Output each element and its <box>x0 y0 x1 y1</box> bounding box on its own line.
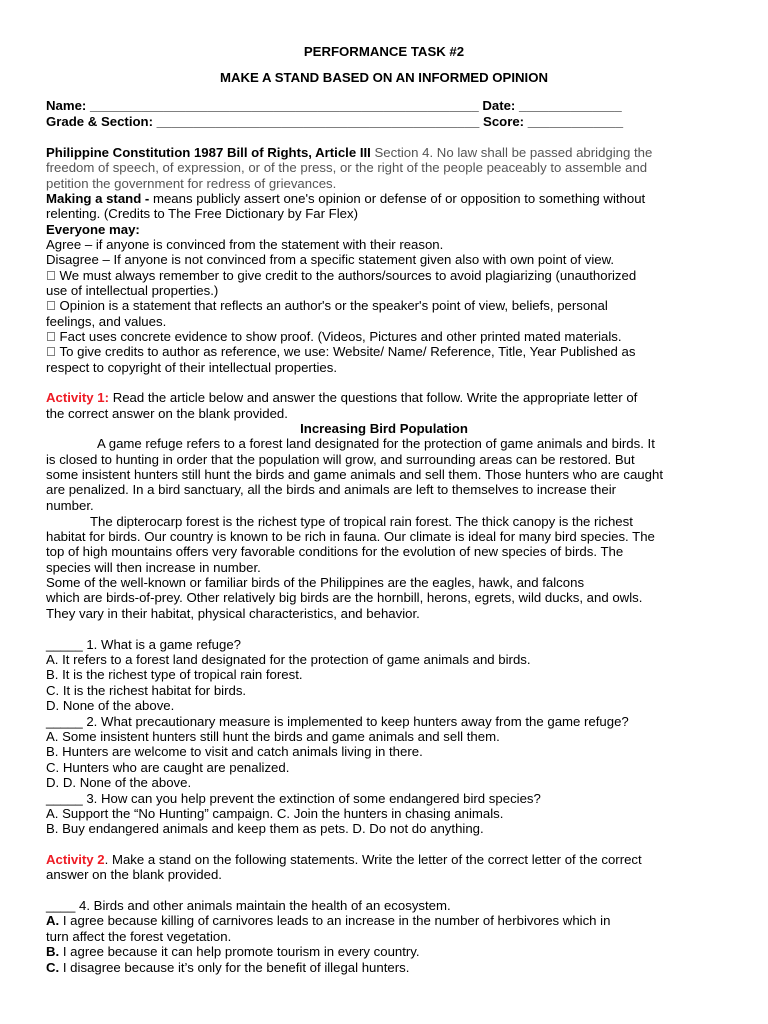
making-stand-line-2: relenting. (Credits to The Free Dictionary by Far Flex) <box>46 206 358 221</box>
article-p1-line-5: number. <box>46 498 94 513</box>
bullet-reference-line-1: To give credits to author as reference, we use: Website/ Name/ Reference, Title, Year Published as <box>46 344 622 359</box>
question-1-option-c: C. It is the richest habitat for birds. <box>46 683 247 698</box>
activity-1-instructions-2: the correct answer on the blank provided. <box>46 406 288 421</box>
disagree-definition: Disagree – If anyone is not convinced from a specific statement given also with own point of view. <box>46 252 615 267</box>
bullet-icon <box>46 329 56 344</box>
question-1: _____ 1. What is a game refuge? <box>46 637 242 652</box>
article-p2-line-4: species will then increase in number. <box>46 560 261 575</box>
question-4: ____ 4. Birds and other animals maintain the health of an ecosystem. <box>46 898 451 913</box>
bullet-reference-line-2: respect to copyright of their intellectual properties. <box>46 360 338 375</box>
bullet-fact-line: Fact uses concrete evidence to show proof. (Videos, Pictures and other printed mated materials. <box>46 329 608 344</box>
everyone-may-heading: Everyone may: <box>46 222 140 237</box>
question-3-options-a-c: A. Support the “No Hunting” campaign. C. Join the hunters in chasing animals. <box>46 806 504 821</box>
article-p2-line-3: top of high mountains offers very favorable conditions for the evolution of new species of birds. The <box>46 544 624 559</box>
constitution-heading: Philippine Constitution 1987 Bill of Rights, Article III <box>46 145 371 160</box>
article-p1-line-4: are penalized. In a bird sanctuary, all the birds and animals are left to themselves to increase their <box>46 482 617 497</box>
task-title: PERFORMANCE TASK #2 <box>303 44 465 59</box>
grade-score-line: Grade & Section: ____________________________________________ Score: _____________ <box>46 114 624 129</box>
question-1-option-b: B. It is the richest type of tropical rain forest. <box>46 667 303 682</box>
constitution-line-2: freedom of speech, of expression, or of the press, or the right of the people peaceably to assemble and <box>46 160 648 175</box>
question-3-options-b-d: B. Buy endangered animals and keep them as pets. D. Do not do anything. <box>46 821 484 836</box>
constitution-line-1 <box>46 145 652 160</box>
bullet-icon <box>46 298 56 313</box>
making-stand-definition: means publicly assert one's opinion or defense of or opposition to something without <box>149 191 646 206</box>
question-2: _____ 2. What precautionary measure is implemented to keep hunters away from the game refuge? <box>46 714 629 729</box>
constitution-line-3: petition the government for redress of grievances. <box>46 176 337 191</box>
activity-1-label: Activity 1: <box>46 390 110 405</box>
question-4-option-c: C. I disagree because it’s only for the benefit of illegal hunters. <box>46 960 410 975</box>
bullet-opinion-line-2: feelings, and values. <box>46 314 167 329</box>
article-p1-line-3: some insistent hunters still hunt the birds and game animals and sell them. Those hunters who are caught <box>46 467 663 482</box>
making-stand-term: Making a stand - <box>46 191 150 206</box>
article-p3-line-2: which are birds-of-prey. Other relatively big birds are the hornbill, herons, egrets, wild ducks, and owls. <box>46 590 643 605</box>
article-p1-line-1: A game refuge refers to a forest land designated for the protection of game animals and birds. It <box>97 436 655 451</box>
question-4-option-a: A. I agree because killing of carnivores leads to an increase in the number of herbivores which in <box>46 913 611 928</box>
activity-2-label: Activity 2 <box>46 852 105 867</box>
activity-2-instructions: Activity 2. Make a stand on the following statements. Write the letter of the correct letter of the correct <box>46 852 642 867</box>
question-2-option-b: B. Hunters are welcome to visit and catch animals living in there. <box>46 744 423 759</box>
question-2-option-c: C. Hunters who are caught are penalized. <box>46 760 290 775</box>
subtitle: MAKE A STAND BASED ON AN INFORMED OPINION <box>220 70 548 85</box>
making-stand-line-1 <box>46 191 645 206</box>
bullet-credit-line-2: use of intellectual properties.) <box>46 283 219 298</box>
name-date-line: Name: _____________________________________________________ Date: ______________ <box>46 98 622 113</box>
agree-definition: Agree – if anyone is convinced from the statement with their reason. <box>46 237 444 252</box>
question-4-option-b: B. I agree because it can help promote tourism in every country. <box>46 944 420 959</box>
article-p2-line-2: habitat for birds. Our country is known to be rich in fauna. Our climate is ideal for many bird species. The <box>46 529 655 544</box>
bullet-opinion-line-1: Opinion is a statement that reflects an author's or the speaker's point of view, beliefs, personal <box>46 298 595 313</box>
activity-2-instructions-2: answer on the blank provided. <box>46 867 222 882</box>
activity-1-instructions: Activity 1: Read the article below and answer the questions that follow. Write the appropriate letter of <box>46 390 638 405</box>
constitution-text: Section 4. No law shall be passed abridging the <box>370 145 653 160</box>
question-1-option-d: D. None of the above. <box>46 698 175 713</box>
article-p2-line-1: The dipterocarp forest is the richest type of tropical rain forest. The thick canopy is the richest <box>90 514 633 529</box>
article-p3-line-3: They vary in their habitat, physical characteristics, and behavior. <box>46 606 420 621</box>
article-p3-line-1: Some of the well-known or familiar birds of the Philippines are the eagles, hawk, and falcons <box>46 575 585 590</box>
article-title: Increasing Bird Population <box>300 421 468 436</box>
question-2-option-d: D. D. None of the above. <box>46 775 192 790</box>
question-2-option-a: A. Some insistent hunters still hunt the birds and game animals and sell them. <box>46 729 500 744</box>
question-1-option-a: A. It refers to a forest land designated for the protection of game animals and birds. <box>46 652 531 667</box>
article-p1-line-2: is closed to hunting in order that the population will grow, and surrounding areas can be restored. But <box>46 452 635 467</box>
question-4-option-a-cont: turn affect the forest vegetation. <box>46 929 232 944</box>
bullet-credit-line-1: We must always remember to give credit to the authors/sources to avoid plagiarizing (unauthorized <box>46 268 623 283</box>
bullet-icon <box>46 268 56 283</box>
question-3: _____ 3. How can you help prevent the extinction of some endangered bird species? <box>46 791 541 806</box>
bullet-icon <box>46 344 56 359</box>
